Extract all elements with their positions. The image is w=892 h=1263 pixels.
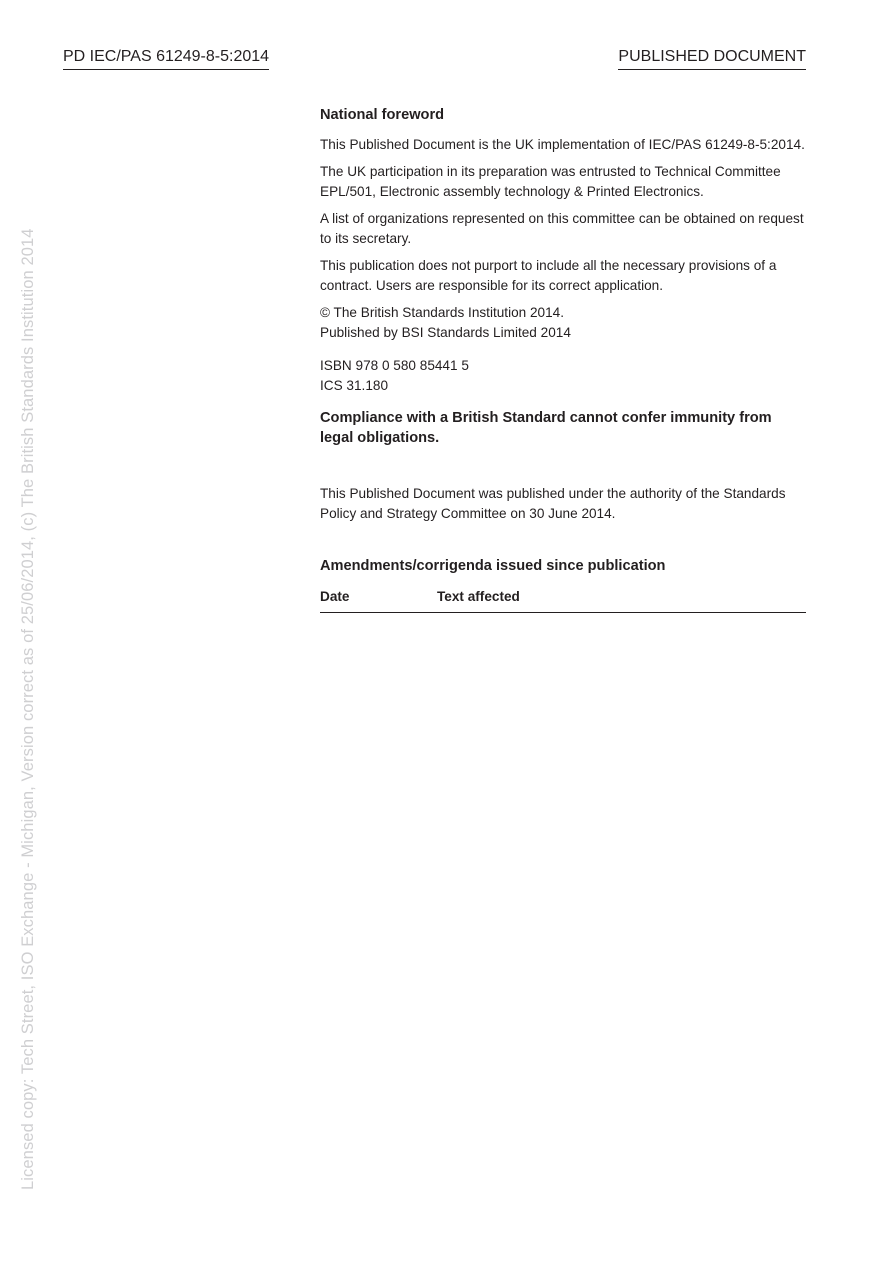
- copyright-line: © The British Standards Institution 2014.: [320, 305, 565, 320]
- foreword-paragraph: This Published Document is the UK implementation of IEC/PAS 61249-8-5:2014.: [320, 136, 805, 152]
- license-watermark: Licensed copy: Tech Street, ISO Exchange - Michigan, Version correct as of 25/06/2014, (c) The British Standards Institution 2014: [19, 228, 37, 1190]
- foreword-paragraph: This publication does not purport to include all the necessary provisions of a contract. Users are responsible for its correct application.: [320, 258, 777, 293]
- authority-statement: This Published Document was published under the authority of the Standards Policy and Strategy Committee on 30 June 2014.: [320, 486, 786, 521]
- amendments-table-header: [320, 587, 806, 614]
- national-foreword: [320, 106, 806, 613]
- column-header-text-affected: Text affected: [437, 588, 520, 604]
- publisher-line: Published by BSI Standards Limited 2014: [320, 324, 571, 340]
- document-id: PD IEC/PAS 61249-8-5:2014: [63, 47, 269, 70]
- foreword-title: National foreword: [320, 107, 445, 123]
- compliance-statement: Compliance with a British Standard cannot confer immunity from legal obligations.: [320, 410, 772, 446]
- isbn: ISBN 978 0 580 85441 5: [320, 358, 469, 373]
- foreword-paragraph: The UK participation in its preparation was entrusted to Technical Committee EPL/501, Electronic assembly technology & Printed Electronics.: [320, 164, 781, 199]
- amendments-title: Amendments/corrigenda issued since publication: [320, 558, 666, 574]
- foreword-paragraph: A list of organizations represented on this committee can be obtained on request to its secretary.: [320, 211, 804, 246]
- ics-code: ICS 31.180: [320, 377, 389, 393]
- column-header-date: Date: [320, 588, 350, 604]
- document-type: PUBLISHED DOCUMENT: [618, 47, 806, 70]
